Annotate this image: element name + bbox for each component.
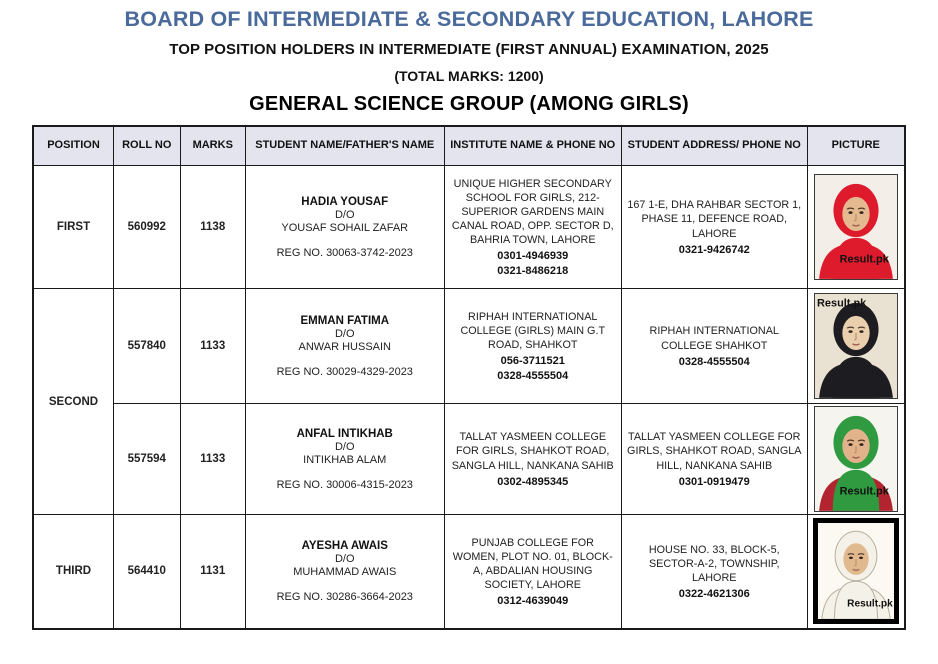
student-address: 167 1-E, DHA RAHBAR SECTOR 1, PHASE 11, DEFENCE ROAD, LAHORE (627, 199, 802, 240)
page-header (0, 0, 938, 116)
registration-no: REG NO. 30029-4329-2023 (276, 365, 413, 378)
student-photo-graphic (815, 294, 897, 398)
student-cell (245, 515, 444, 629)
institute-name: PUNJAB COLLEGE FOR WOMEN, PLOT NO. 01, BLOCK-A, ABDALIAN HOUSING SOCIETY, LAHORE (452, 536, 613, 591)
student-relation: D/O (334, 327, 355, 340)
father-name: ANWAR HUSSAIN (298, 340, 391, 353)
institute-name: RIPHAH INTERNATIONAL COLLEGE (GIRLS) MAIN G.T ROAD, SHAHKOT (460, 310, 606, 352)
position-cell: THIRD (33, 515, 113, 629)
institute-phone: 0328-4555504 (497, 370, 569, 383)
table-header-row (33, 126, 905, 166)
institute-phone: 0302-4895345 (497, 475, 569, 488)
student-cell (245, 166, 444, 289)
student-photo-graphic (815, 407, 897, 511)
results-table (32, 125, 906, 630)
picture-cell (807, 404, 905, 515)
institute-phone: 0301-4946939 (497, 250, 569, 263)
student-address: RIPHAH INTERNATIONAL COLLEGE SHAHKOT (649, 325, 779, 352)
student-photo-graphic (818, 523, 894, 619)
student-name: ANFAL INTIKHAB (296, 427, 393, 440)
registration-no: REG NO. 30286-3664-2023 (276, 590, 413, 603)
registration-no: REG NO. 30063-3742-2023 (276, 246, 413, 259)
position-cell: SECOND (33, 289, 113, 515)
table-row-2 (33, 404, 905, 515)
marks-cell: 1133 (180, 404, 245, 515)
address-cell (621, 166, 807, 289)
institute-name: UNIQUE HIGHER SECONDARY SCHOOL FOR GIRLS, 212-SUPERIOR GARDENS MAIN CANAL ROAD, OPP. SECTOR D, BAHRIA TOWN, LAHORE (451, 177, 614, 247)
address-cell (621, 289, 807, 404)
marks-cell: 1133 (180, 289, 245, 404)
student-cell (245, 404, 444, 515)
student-cell (245, 289, 444, 404)
student-photo (813, 518, 899, 624)
roll-no-cell: 557840 (113, 289, 180, 404)
column-header-2: MARKS (180, 126, 245, 166)
roll-no-cell: 560992 (113, 166, 180, 289)
institute-cell (444, 404, 621, 515)
roll-no-cell: 564410 (113, 515, 180, 629)
student-name: HADIA YOUSAF (301, 195, 389, 208)
watermark-text: Result.pk (816, 297, 866, 310)
student-address: TALLAT YASMEEN COLLEGE FOR GIRLS, SHAHKOT ROAD, SANGLA HILL, NANKANA SAHIB (627, 431, 802, 472)
institute-cell (444, 515, 621, 629)
board-title: BOARD OF INTERMEDIATE & SECONDARY EDUCATION, LAHORE (124, 7, 814, 31)
address-phone: 0321-9426742 (678, 243, 750, 256)
marks-cell: 1131 (180, 515, 245, 629)
student-relation: D/O (334, 440, 355, 453)
institute-name: TALLAT YASMEEN COLLEGE FOR GIRLS, SHAHKOT ROAD, SANGLA HILL, NANKANA SAHIB (451, 431, 614, 472)
exam-title: TOP POSITION HOLDERS IN INTERMEDIATE (FIRST ANNUAL) EXAMINATION, 2025 (169, 41, 769, 58)
group-title: GENERAL SCIENCE GROUP (AMONG GIRLS) (249, 93, 689, 115)
column-header-6: PICTURE (807, 126, 905, 166)
picture-cell (807, 289, 905, 404)
address-cell (621, 515, 807, 629)
student-relation: D/O (334, 208, 355, 221)
column-header-3: STUDENT NAME/FATHER'S NAME (245, 126, 444, 166)
address-phone: 0328-4555504 (678, 355, 750, 368)
student-address: HOUSE NO. 33, BLOCK-5, SECTOR-A-2, TOWNSHIP, LAHORE (648, 543, 780, 584)
student-photo (814, 293, 898, 399)
student-name: EMMAN FATIMA (300, 314, 390, 327)
father-name: MUHAMMAD AWAIS (293, 565, 397, 578)
position-cell: FIRST (33, 166, 113, 289)
institute-phone: 0312-4639049 (497, 594, 569, 607)
address-cell (621, 404, 807, 515)
student-relation: D/O (334, 552, 355, 565)
total-marks: (TOTAL MARKS: 1200) (394, 68, 544, 84)
watermark-text: Result.pk (839, 253, 889, 266)
institute-cell (444, 166, 621, 289)
address-phone: 0301-0919479 (678, 475, 750, 488)
institute-cell (444, 289, 621, 404)
student-name: AYESHA AWAIS (301, 539, 388, 552)
registration-no: REG NO. 30006-4315-2023 (276, 478, 413, 491)
institute-phone: 056-3711521 (500, 355, 565, 368)
table-row-1 (33, 289, 905, 404)
column-header-4: INSTITUTE NAME & PHONE NO (444, 126, 621, 166)
father-name: YOUSAF SOHAIL ZAFAR (281, 221, 409, 234)
watermark-text: Result.pk (839, 485, 889, 498)
student-photo (814, 174, 898, 280)
marks-cell: 1138 (180, 166, 245, 289)
father-name: INTIKHAB ALAM (303, 453, 387, 466)
student-photo-graphic (815, 175, 897, 279)
institute-phone: 0321-8486218 (497, 265, 569, 278)
column-header-5: STUDENT ADDRESS/ PHONE NO (621, 126, 807, 166)
roll-no-cell: 557594 (113, 404, 180, 515)
column-header-1: ROLL NO (113, 126, 180, 166)
watermark-text: Result.pk (846, 598, 893, 610)
student-photo (814, 406, 898, 512)
picture-cell (807, 515, 905, 629)
column-header-0: POSITION (33, 126, 113, 166)
table-row-0 (33, 166, 905, 289)
address-phone: 0322-4621306 (678, 587, 750, 600)
picture-cell (807, 166, 905, 289)
table-row-3 (33, 515, 905, 629)
